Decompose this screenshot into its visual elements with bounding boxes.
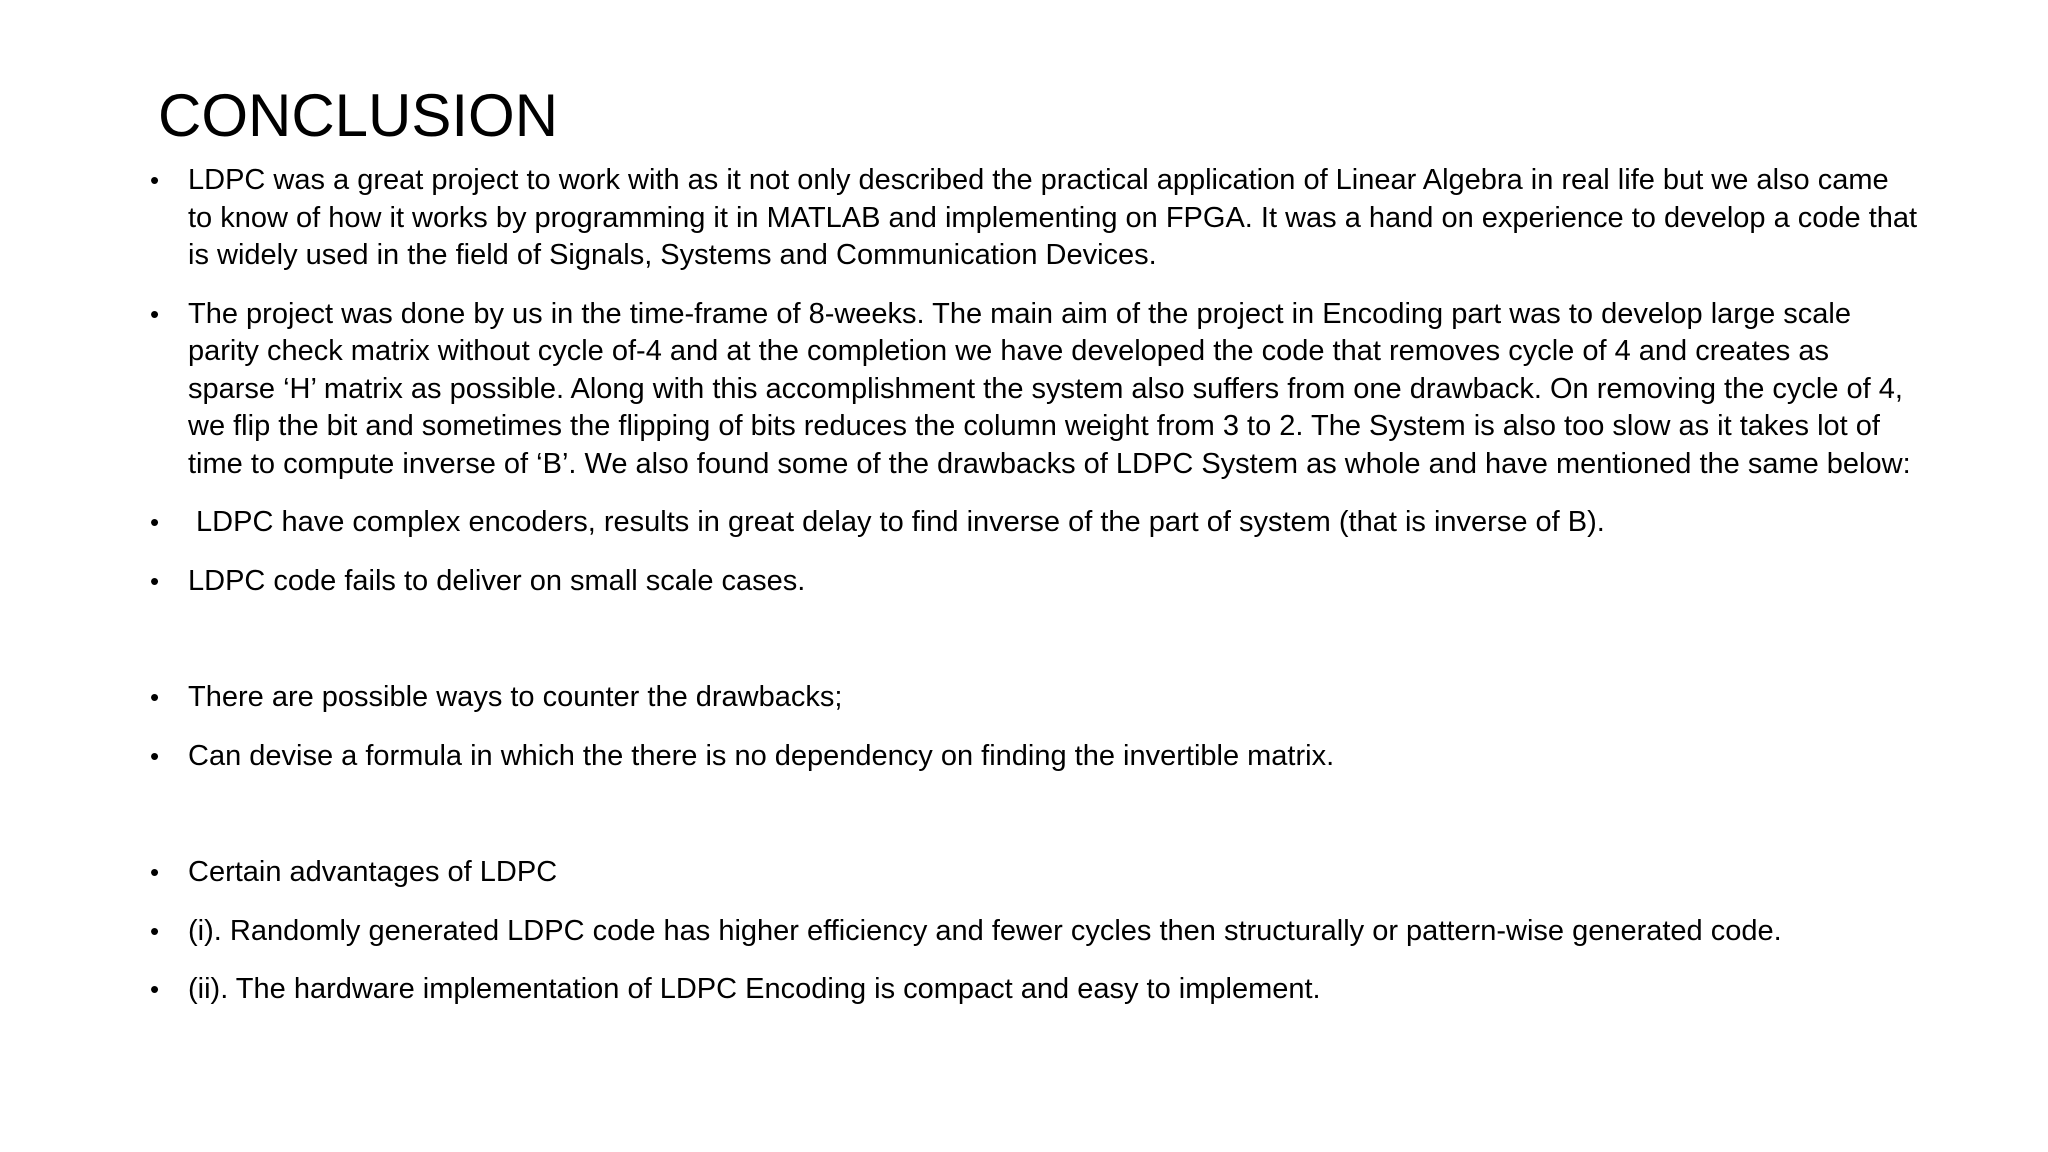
bullet-dot-icon: • [150,298,160,329]
bullet-text: (i). Randomly generated LDPC code has higher efficiency and fewer cycles then structurally or pattern-wise generated code. [188,914,1782,947]
bullet-list [150,162,1920,1030]
bullet-item-project-overview [150,162,1920,275]
bullet-dot-icon: • [150,682,160,712]
bullet-text: LDPC have complex encoders, results in great delay to find inverse of the part of system (that is inverse of B). [188,506,1605,538]
bullet-text: LDPC was a great project to work with as it not only described the practical application of Linear Algebra in real life but we also came to know of how it works by programming it in MATLAB and implementing on FPGA. It was a hand on experience to develop a code that is widely used in the field of Signals, Systems and Communication Devices. [188,164,1918,271]
bullet-item-counter-drawbacks [150,679,1920,717]
bullet-dot-icon: • [150,740,160,771]
bullet-dot-icon: • [150,565,160,596]
bullet-dot-icon: • [150,857,160,887]
bullet-item-complex-encoders [150,504,1920,542]
bullet-text: Can devise a formula in which the there is no dependency on finding the invertible matrix. [188,739,1335,772]
bullet-item-small-scale [150,563,1920,601]
bullet-dot-icon: • [150,507,160,537]
bullet-dot-icon: • [150,165,160,195]
bullet-item-project-timeline [150,296,1920,484]
bullet-item-devise-formula [150,738,1920,776]
bullet-item-advantage-hardware [150,971,1920,1009]
slide-title: CONCLUSION [158,82,559,149]
list-spacer [150,621,1920,679]
bullet-text: Certain advantages of LDPC [188,856,558,888]
bullet-dot-icon: • [150,974,160,1004]
bullet-dot-icon: • [150,915,160,946]
bullet-text: The project was done by us in the time-frame of 8-weeks. The main aim of the project in Encoding part was to develop large scale parity check matrix without cycle of-4 and at the completion we have developed the code that removes cycle of 4 and creates as sparse ‘H’ matrix as possible. Along with this accomplishment the system also suffers from one drawback. On removing the cycle of 4, we flip the bit and sometimes the flipping of bits reduces the column weight from 3 to 2. The System is also too slow as it takes lot of time to compute inverse of ‘B’. We also found some of the drawbacks of LDPC System as whole and have mentioned the same below: [188,297,1911,480]
bullet-text: There are possible ways to counter the drawbacks; [188,681,843,713]
bullet-text: (ii). The hardware implementation of LDPC Encoding is compact and easy to implement. [188,973,1321,1005]
bullet-item-advantages [150,854,1920,892]
bullet-text: LDPC code fails to deliver on small scale cases. [188,564,806,597]
list-spacer [150,796,1920,854]
bullet-item-advantage-random [150,913,1920,951]
